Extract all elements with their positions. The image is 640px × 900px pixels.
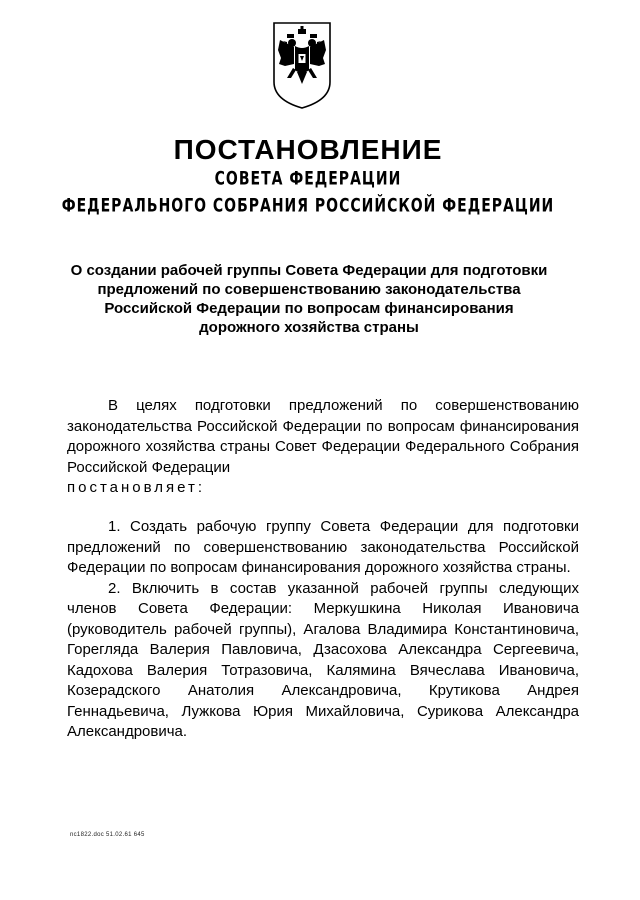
issuer-line-2: ФЕДЕРАЛЬНОГО СОБРАНИЯ РОССИЙСКОЙ ФЕДЕРАЦИИ: [61, 195, 555, 217]
preamble-paragraph: [67, 396, 579, 499]
document-type-title: ПОСТАНОВЛЕНИЕ: [173, 134, 443, 165]
preamble-text: В целях подготовки предложений по совершенствованию законодательства Российской Федерации по вопросам финансирования дорожного хозяйства страны Совет Федерации Федерального Собрания Российской Федерации: [67, 397, 579, 476]
subject-line: О создании рабочей группы Совета Федерации для подготовки: [70, 262, 548, 279]
decree-item-1: 1. Создать рабочую группу Совета Федерации для подготовки предложений по совершенствованию законодательства Российской Федерации по вопросам финансирования дорожного хозяйства страны.: [67, 518, 579, 576]
decree-items: [67, 517, 579, 743]
issuer-line-1: СОВЕТА ФЕДЕРАЦИИ: [214, 168, 402, 190]
subject-line: дорожного хозяйства страны: [199, 319, 419, 336]
document-subject: [58, 261, 560, 337]
decree-item-2: 2. Включить в состав указанной рабочей группы следующих членов Совета Федерации: Меркушкина Николая Ивановича (руководитель рабочей группы), Агалова Владимира Константиновича, Горегляда Валерия Павловича, Дзасохова Александра Сергеевича, Кадохова Валерия Тотразовича, Калямина Вячеслава Ивановича, Козерадского Анатолия Александровича, Крутикова Андрея Геннадьевича, Лужкова Юрия Михайловича, Сурикова Александра Александровича.: [67, 579, 579, 740]
coat-of-arms-emblem: [271, 20, 333, 110]
subject-line: Российской Федерации по вопросам финансирования: [104, 300, 514, 317]
document-file-code: nc1822.doc 51.02.61 645: [70, 832, 145, 838]
russian-coat-of-arms-icon: [271, 20, 333, 110]
decree-word: постановляет:: [67, 479, 206, 496]
subject-line: предложений по совершенствованию законодательства: [97, 281, 521, 298]
